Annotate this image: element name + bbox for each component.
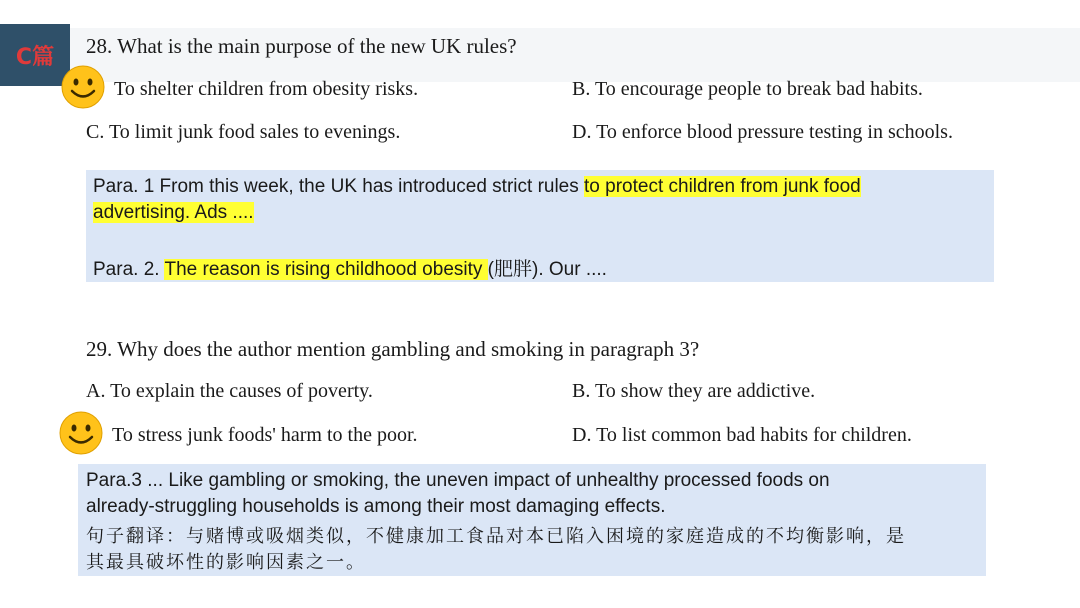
question-28-text: 28. What is the main purpose of the new UK rules? [86, 34, 517, 58]
q28-option-d: D. To enforce blood pressure testing in schools. [572, 121, 953, 143]
q28-option-c: C. To limit junk food sales to evenings. [86, 121, 401, 143]
evidence-text: Para. 1 From this week, the UK has introduced strict rules [93, 176, 585, 197]
evidence-highlight: to protect children from junk food [584, 176, 861, 197]
q28-evidence-line-3 [93, 254, 607, 281]
evidence-text: Para. 2. [93, 259, 165, 280]
question-29-text: 29. Why does the author mention gambling and smoking in paragraph 3? [86, 337, 700, 361]
q28-evidence-box [86, 170, 994, 282]
q29-translation-line-2: 其最具破坏性的影响因素之一。 [86, 552, 366, 573]
q29-option-a: A. To explain the causes of poverty. [86, 380, 373, 402]
q29-evidence-line-1: Para.3 ... Like gambling or smoking, the uneven impact of unhealthy processed foods on [86, 470, 830, 491]
q28-option-b: B. To encourage people to break bad habits. [572, 78, 923, 100]
q28-evidence-line-2 [93, 202, 254, 224]
evidence-highlight: The reason is rising childhood obesity [164, 259, 488, 280]
smiley-face-icon [58, 410, 104, 456]
q29-option-b: B. To show they are addictive. [572, 380, 816, 402]
evidence-text: (肥胖). Our .... [487, 259, 607, 280]
q29-option-c: To stress junk foods' harm to the poor. [112, 424, 418, 446]
q29-translation-line-1: 句子翻译：与赌博或吸烟类似，不健康加工食品对本已陷入困境的家庭造成的不均衡影响，是 [86, 526, 906, 547]
q28-option-a: To shelter children from obesity risks. [114, 78, 419, 100]
smiley-face-icon [60, 64, 106, 110]
q29-evidence-box [78, 464, 986, 576]
section-badge-label: C篇 [15, 44, 55, 70]
q28-evidence-line-1 [93, 176, 861, 198]
q29-evidence-line-2: already-struggling households is among their most damaging effects. [86, 496, 666, 517]
q29-option-d: D. To list common bad habits for children. [572, 424, 912, 446]
evidence-highlight: advertising. Ads .... [93, 202, 254, 223]
